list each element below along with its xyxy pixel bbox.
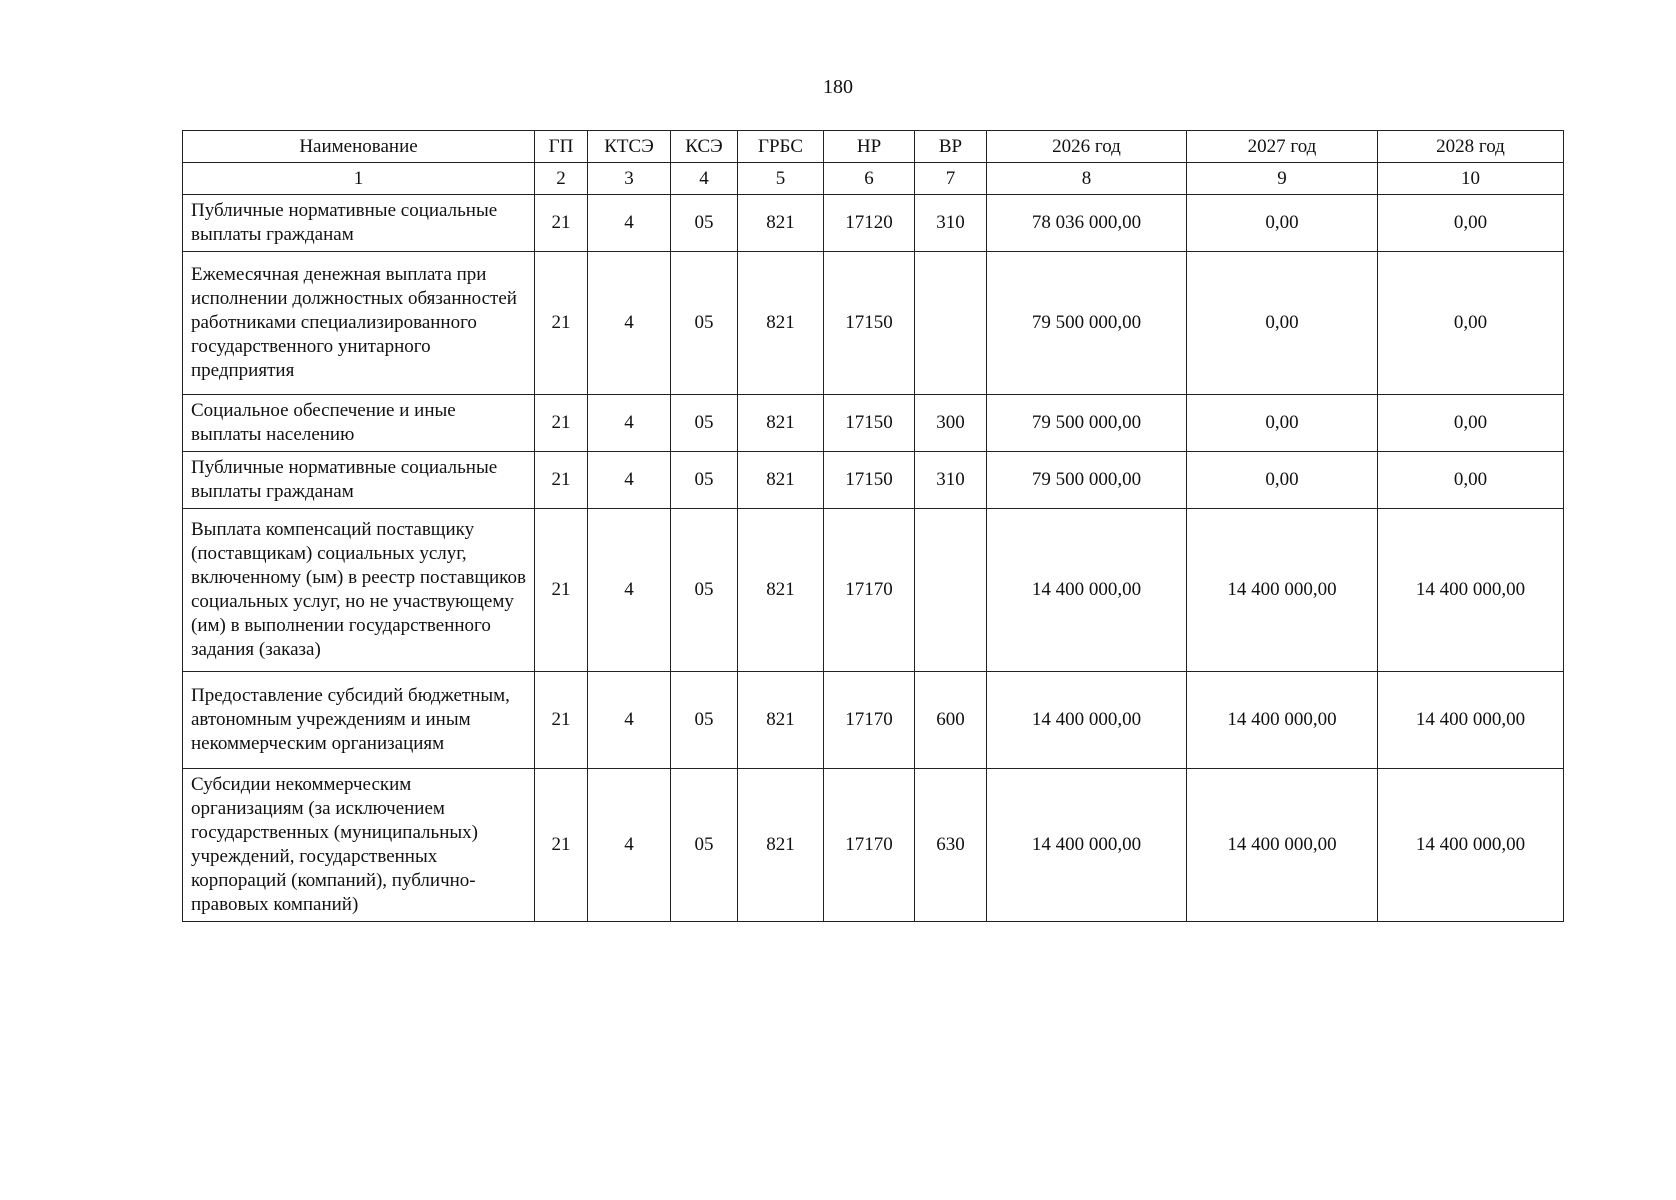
nr-cell: 17170 [824, 509, 915, 672]
table-row [183, 509, 1564, 672]
ktse-cell: 4 [588, 509, 671, 672]
amount-2027-cell: 0,00 [1187, 395, 1378, 452]
amount-2027-cell: 14 400 000,00 [1187, 769, 1378, 922]
index-cell: 7 [915, 163, 987, 195]
header-cell: КТСЭ [588, 131, 671, 163]
gp-cell: 21 [535, 769, 588, 922]
column-index-row [183, 163, 1564, 195]
gp-cell: 21 [535, 452, 588, 509]
amount-2028-cell: 14 400 000,00 [1378, 769, 1564, 922]
budget-table [182, 130, 1564, 922]
amount-2026-cell: 78 036 000,00 [987, 195, 1187, 252]
grbs-cell: 821 [738, 509, 824, 672]
kse-cell: 05 [671, 395, 738, 452]
grbs-cell: 821 [738, 672, 824, 769]
table-row [183, 769, 1564, 922]
amount-2027-cell: 0,00 [1187, 252, 1378, 395]
header-row [183, 131, 1564, 163]
header-cell: 2027 год [1187, 131, 1378, 163]
row-name-cell: Социальное обеспечение и иные выплаты населению [183, 395, 535, 452]
header-cell: КСЭ [671, 131, 738, 163]
amount-2028-cell: 0,00 [1378, 452, 1564, 509]
nr-cell: 17170 [824, 769, 915, 922]
header-cell: ВР [915, 131, 987, 163]
row-name-cell: Субсидии некоммерческим организациям (за исключением государственных (муниципальных) учреждений, государственных корпораций (компаний), публично-правовых компаний) [183, 769, 535, 922]
amount-2026-cell: 14 400 000,00 [987, 509, 1187, 672]
ktse-cell: 4 [588, 252, 671, 395]
ktse-cell: 4 [588, 769, 671, 922]
nr-cell: 17170 [824, 672, 915, 769]
grbs-cell: 821 [738, 252, 824, 395]
vr-cell: 310 [915, 195, 987, 252]
vr-cell [915, 252, 987, 395]
row-name-cell: Ежемесячная денежная выплата при исполнении должностных обязанностей работниками специализированного государственного унитарного предприятия [183, 252, 535, 395]
header-cell: 2028 год [1378, 131, 1564, 163]
header-cell: ГРБС [738, 131, 824, 163]
gp-cell: 21 [535, 195, 588, 252]
kse-cell: 05 [671, 769, 738, 922]
index-cell: 5 [738, 163, 824, 195]
kse-cell: 05 [671, 252, 738, 395]
index-cell: 2 [535, 163, 588, 195]
index-cell: 10 [1378, 163, 1564, 195]
vr-cell: 300 [915, 395, 987, 452]
ktse-cell: 4 [588, 452, 671, 509]
index-cell: 3 [588, 163, 671, 195]
grbs-cell: 821 [738, 769, 824, 922]
table-row [183, 252, 1564, 395]
amount-2027-cell: 0,00 [1187, 452, 1378, 509]
row-name-cell: Публичные нормативные социальные выплаты гражданам [183, 195, 535, 252]
page-number: 180 [823, 76, 853, 98]
nr-cell: 17150 [824, 395, 915, 452]
ktse-cell: 4 [588, 395, 671, 452]
amount-2026-cell: 79 500 000,00 [987, 252, 1187, 395]
amount-2028-cell: 14 400 000,00 [1378, 509, 1564, 672]
table-row [183, 672, 1564, 769]
table-row [183, 395, 1564, 452]
vr-cell: 630 [915, 769, 987, 922]
header-cell: 2026 год [987, 131, 1187, 163]
amount-2026-cell: 79 500 000,00 [987, 395, 1187, 452]
gp-cell: 21 [535, 395, 588, 452]
index-cell: 9 [1187, 163, 1378, 195]
kse-cell: 05 [671, 672, 738, 769]
gp-cell: 21 [535, 509, 588, 672]
table-row [183, 195, 1564, 252]
amount-2026-cell: 14 400 000,00 [987, 672, 1187, 769]
row-name-cell: Выплата компенсаций поставщику (поставщикам) социальных услуг, включенному (ым) в реестр поставщиков социальных услуг, но не участвующему (им) в выполнении государственного задания (заказа) [183, 509, 535, 672]
table-row [183, 452, 1564, 509]
amount-2028-cell: 14 400 000,00 [1378, 672, 1564, 769]
vr-cell: 600 [915, 672, 987, 769]
ktse-cell: 4 [588, 672, 671, 769]
amount-2026-cell: 79 500 000,00 [987, 452, 1187, 509]
header-cell: Наименование [183, 131, 535, 163]
kse-cell: 05 [671, 509, 738, 672]
row-name-cell: Публичные нормативные социальные выплаты гражданам [183, 452, 535, 509]
amount-2027-cell: 14 400 000,00 [1187, 672, 1378, 769]
index-cell: 8 [987, 163, 1187, 195]
grbs-cell: 821 [738, 395, 824, 452]
kse-cell: 05 [671, 195, 738, 252]
amount-2027-cell: 0,00 [1187, 195, 1378, 252]
nr-cell: 17150 [824, 452, 915, 509]
vr-cell: 310 [915, 452, 987, 509]
vr-cell [915, 509, 987, 672]
amount-2027-cell: 14 400 000,00 [1187, 509, 1378, 672]
amount-2028-cell: 0,00 [1378, 195, 1564, 252]
index-cell: 4 [671, 163, 738, 195]
amount-2028-cell: 0,00 [1378, 395, 1564, 452]
header-cell: ГП [535, 131, 588, 163]
grbs-cell: 821 [738, 195, 824, 252]
gp-cell: 21 [535, 252, 588, 395]
index-cell: 6 [824, 163, 915, 195]
kse-cell: 05 [671, 452, 738, 509]
header-cell: НР [824, 131, 915, 163]
row-name-cell: Предоставление субсидий бюджетным, автономным учреждениям и иным некоммерческим организациям [183, 672, 535, 769]
grbs-cell: 821 [738, 452, 824, 509]
gp-cell: 21 [535, 672, 588, 769]
nr-cell: 17120 [824, 195, 915, 252]
nr-cell: 17150 [824, 252, 915, 395]
ktse-cell: 4 [588, 195, 671, 252]
amount-2026-cell: 14 400 000,00 [987, 769, 1187, 922]
index-cell: 1 [183, 163, 535, 195]
amount-2028-cell: 0,00 [1378, 252, 1564, 395]
